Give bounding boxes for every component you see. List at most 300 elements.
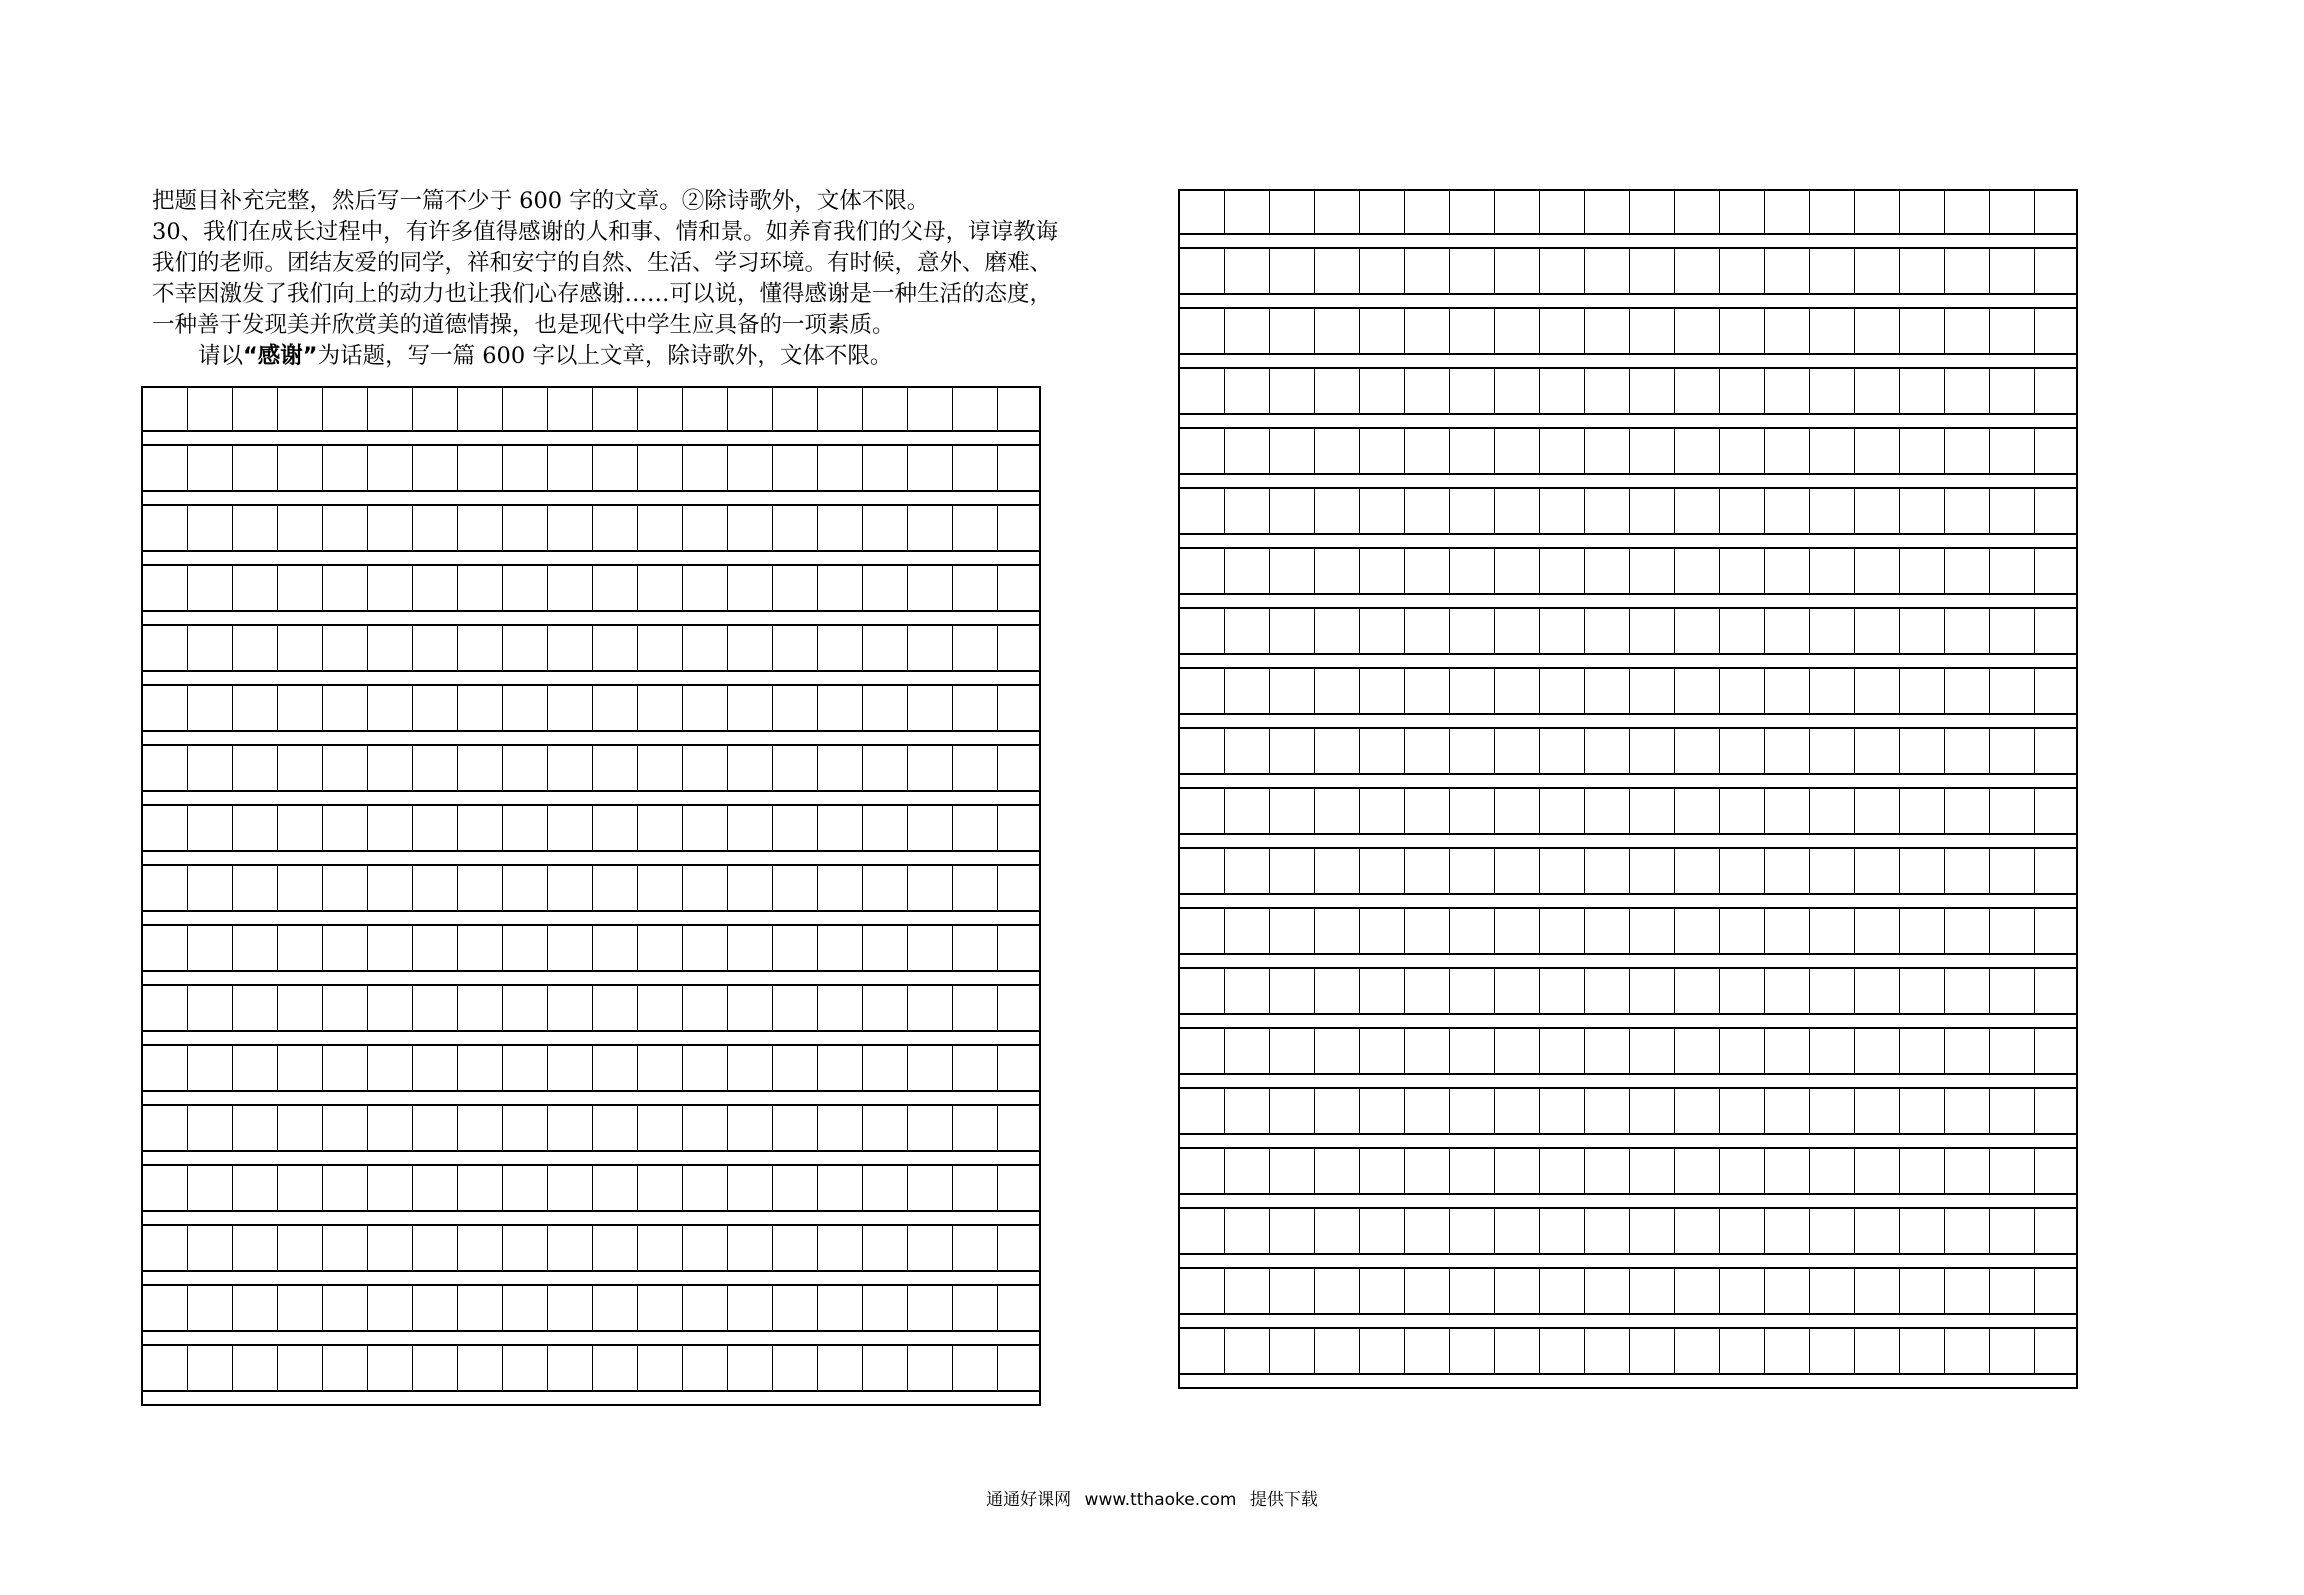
grid-cell[interactable] (323, 986, 368, 1030)
grid-cell[interactable] (1720, 609, 1765, 653)
grid-cell[interactable] (323, 746, 368, 790)
grid-cell[interactable] (1810, 1149, 1855, 1193)
grid-cell[interactable] (1630, 669, 1675, 713)
grid-cell[interactable] (1540, 1149, 1585, 1193)
grid-cell[interactable] (1270, 1089, 1315, 1133)
grid-cell[interactable] (323, 1226, 368, 1270)
grid-cell[interactable] (1405, 669, 1450, 713)
grid-cell[interactable] (1360, 191, 1405, 233)
grid-cell[interactable] (1990, 191, 2035, 233)
grid-cell[interactable] (1900, 1209, 1945, 1253)
grid-cell[interactable] (1990, 1269, 2035, 1313)
grid-cell[interactable] (1495, 1329, 1540, 1373)
grid-cell[interactable] (1675, 849, 1720, 893)
grid-cell[interactable] (863, 626, 908, 670)
grid-cell[interactable] (233, 506, 278, 550)
grid-cell[interactable] (998, 1166, 1043, 1210)
grid-cell[interactable] (1810, 1209, 1855, 1253)
grid-cell[interactable] (1450, 969, 1495, 1013)
grid-cell[interactable] (773, 1346, 818, 1390)
grid-cell[interactable] (908, 866, 953, 910)
grid-cell[interactable] (593, 1166, 638, 1210)
grid-cell[interactable] (413, 1166, 458, 1210)
grid-cell[interactable] (1990, 249, 2035, 293)
grid-cell[interactable] (188, 1046, 233, 1090)
grid-cell[interactable] (1585, 669, 1630, 713)
grid-cell[interactable] (953, 446, 998, 490)
grid-cell[interactable] (1720, 249, 1765, 293)
grid-cell[interactable] (1855, 1269, 1900, 1313)
grid-cell[interactable] (908, 1046, 953, 1090)
grid-cell[interactable] (1855, 1149, 1900, 1193)
grid-cell[interactable] (1990, 369, 2035, 413)
grid-cell[interactable] (908, 1346, 953, 1390)
grid-cell[interactable] (1225, 669, 1270, 713)
grid-cell[interactable] (1225, 1029, 1270, 1073)
grid-cell[interactable] (278, 926, 323, 970)
grid-cell[interactable] (368, 1106, 413, 1150)
grid-cell[interactable] (1495, 429, 1540, 473)
grid-cell[interactable] (998, 506, 1043, 550)
grid-cell[interactable] (2035, 309, 2080, 353)
grid-cell[interactable] (1450, 1329, 1495, 1373)
grid-cell[interactable] (413, 746, 458, 790)
grid-cell[interactable] (1495, 249, 1540, 293)
grid-cell[interactable] (233, 388, 278, 430)
grid-cell[interactable] (503, 1286, 548, 1330)
grid-cell[interactable] (998, 1046, 1043, 1090)
grid-cell[interactable] (773, 806, 818, 850)
grid-cell[interactable] (1765, 191, 1810, 233)
grid-cell[interactable] (188, 686, 233, 730)
grid-cell[interactable] (1450, 309, 1495, 353)
grid-cell[interactable] (1765, 309, 1810, 353)
grid-cell[interactable] (1765, 789, 1810, 833)
grid-cell[interactable] (1225, 729, 1270, 773)
grid-cell[interactable] (368, 1226, 413, 1270)
grid-cell[interactable] (863, 806, 908, 850)
grid-cell[interactable] (1540, 549, 1585, 593)
grid-cell[interactable] (638, 1166, 683, 1210)
grid-cell[interactable] (1405, 1209, 1450, 1253)
grid-cell[interactable] (1360, 1269, 1405, 1313)
grid-cell[interactable] (1855, 969, 1900, 1013)
grid-cell[interactable] (683, 626, 728, 670)
grid-cell[interactable] (1675, 609, 1720, 653)
grid-cell[interactable] (1495, 1029, 1540, 1073)
grid-cell[interactable] (638, 626, 683, 670)
grid-cell[interactable] (1990, 1149, 2035, 1193)
grid-cell[interactable] (233, 1286, 278, 1330)
grid-cell[interactable] (1945, 369, 1990, 413)
grid-cell[interactable] (1450, 549, 1495, 593)
grid-cell[interactable] (1675, 669, 1720, 713)
grid-cell[interactable] (143, 388, 188, 430)
grid-cell[interactable] (323, 806, 368, 850)
grid-cell[interactable] (458, 986, 503, 1030)
grid-cell[interactable] (323, 388, 368, 430)
grid-cell[interactable] (458, 1106, 503, 1150)
grid-cell[interactable] (2035, 729, 2080, 773)
grid-cell[interactable] (1630, 489, 1675, 533)
grid-cell[interactable] (998, 866, 1043, 910)
grid-cell[interactable] (1855, 729, 1900, 773)
grid-cell[interactable] (1765, 549, 1810, 593)
grid-cell[interactable] (1180, 369, 1225, 413)
grid-cell[interactable] (1540, 789, 1585, 833)
grid-cell[interactable] (1630, 1089, 1675, 1133)
grid-cell[interactable] (1945, 1089, 1990, 1133)
grid-cell[interactable] (683, 446, 728, 490)
grid-cell[interactable] (233, 866, 278, 910)
grid-cell[interactable] (458, 388, 503, 430)
grid-cell[interactable] (278, 986, 323, 1030)
grid-cell[interactable] (548, 926, 593, 970)
grid-cell[interactable] (1945, 1209, 1990, 1253)
grid-cell[interactable] (1945, 1029, 1990, 1073)
grid-cell[interactable] (1900, 729, 1945, 773)
grid-cell[interactable] (728, 566, 773, 610)
grid-cell[interactable] (1495, 729, 1540, 773)
grid-cell[interactable] (2035, 1149, 2080, 1193)
grid-cell[interactable] (683, 806, 728, 850)
grid-cell[interactable] (1360, 429, 1405, 473)
grid-cell[interactable] (1270, 909, 1315, 953)
grid-cell[interactable] (1630, 729, 1675, 773)
grid-cell[interactable] (1945, 789, 1990, 833)
grid-cell[interactable] (1225, 489, 1270, 533)
grid-cell[interactable] (1540, 609, 1585, 653)
grid-cell[interactable] (593, 806, 638, 850)
grid-cell[interactable] (593, 986, 638, 1030)
grid-cell[interactable] (1990, 309, 2035, 353)
grid-cell[interactable] (368, 686, 413, 730)
grid-cell[interactable] (323, 446, 368, 490)
grid-cell[interactable] (593, 388, 638, 430)
grid-cell[interactable] (1360, 1149, 1405, 1193)
grid-cell[interactable] (503, 926, 548, 970)
grid-cell[interactable] (278, 1106, 323, 1150)
grid-cell[interactable] (503, 626, 548, 670)
grid-cell[interactable] (1675, 1149, 1720, 1193)
grid-cell[interactable] (1540, 1269, 1585, 1313)
grid-cell[interactable] (188, 446, 233, 490)
grid-cell[interactable] (773, 566, 818, 610)
grid-cell[interactable] (458, 1226, 503, 1270)
grid-cell[interactable] (1855, 849, 1900, 893)
grid-cell[interactable] (368, 626, 413, 670)
grid-cell[interactable] (638, 1286, 683, 1330)
grid-cell[interactable] (1270, 1329, 1315, 1373)
grid-cell[interactable] (278, 1346, 323, 1390)
grid-cell[interactable] (728, 686, 773, 730)
grid-cell[interactable] (1810, 429, 1855, 473)
grid-cell[interactable] (503, 566, 548, 610)
grid-cell[interactable] (1675, 1269, 1720, 1313)
grid-cell[interactable] (1810, 909, 1855, 953)
grid-cell[interactable] (1810, 669, 1855, 713)
grid-cell[interactable] (998, 806, 1043, 850)
grid-cell[interactable] (1675, 309, 1720, 353)
grid-cell[interactable] (1855, 609, 1900, 653)
grid-cell[interactable] (1315, 729, 1360, 773)
grid-cell[interactable] (638, 506, 683, 550)
grid-cell[interactable] (1585, 1269, 1630, 1313)
grid-cell[interactable] (773, 1226, 818, 1270)
grid-cell[interactable] (1990, 1029, 2035, 1073)
grid-cell[interactable] (1630, 249, 1675, 293)
grid-cell[interactable] (1900, 969, 1945, 1013)
grid-cell[interactable] (1720, 429, 1765, 473)
grid-cell[interactable] (323, 1346, 368, 1390)
grid-cell[interactable] (1540, 191, 1585, 233)
grid-cell[interactable] (1675, 191, 1720, 233)
grid-cell[interactable] (1540, 1089, 1585, 1133)
grid-cell[interactable] (593, 626, 638, 670)
grid-cell[interactable] (1225, 369, 1270, 413)
grid-cell[interactable] (638, 1106, 683, 1150)
grid-cell[interactable] (1810, 1029, 1855, 1073)
grid-cell[interactable] (638, 388, 683, 430)
grid-cell[interactable] (638, 986, 683, 1030)
grid-cell[interactable] (1945, 489, 1990, 533)
grid-cell[interactable] (143, 926, 188, 970)
grid-cell[interactable] (818, 1226, 863, 1270)
grid-cell[interactable] (1855, 429, 1900, 473)
grid-cell[interactable] (1225, 549, 1270, 593)
grid-cell[interactable] (1585, 789, 1630, 833)
grid-cell[interactable] (1180, 789, 1225, 833)
grid-cell[interactable] (593, 746, 638, 790)
grid-cell[interactable] (1765, 1089, 1810, 1133)
grid-cell[interactable] (1900, 191, 1945, 233)
grid-cell[interactable] (1315, 969, 1360, 1013)
grid-cell[interactable] (548, 506, 593, 550)
grid-cell[interactable] (2035, 609, 2080, 653)
grid-cell[interactable] (1945, 609, 1990, 653)
grid-cell[interactable] (233, 1166, 278, 1210)
grid-cell[interactable] (1900, 489, 1945, 533)
grid-cell[interactable] (1180, 1149, 1225, 1193)
grid-cell[interactable] (1585, 191, 1630, 233)
grid-cell[interactable] (233, 566, 278, 610)
grid-cell[interactable] (278, 388, 323, 430)
grid-cell[interactable] (143, 1226, 188, 1270)
grid-cell[interactable] (1675, 1089, 1720, 1133)
grid-cell[interactable] (1630, 191, 1675, 233)
grid-cell[interactable] (1900, 1269, 1945, 1313)
grid-cell[interactable] (908, 686, 953, 730)
grid-cell[interactable] (1675, 1329, 1720, 1373)
grid-cell[interactable] (413, 446, 458, 490)
grid-cell[interactable] (1405, 249, 1450, 293)
grid-cell[interactable] (323, 1286, 368, 1330)
grid-cell[interactable] (188, 388, 233, 430)
grid-cell[interactable] (413, 1286, 458, 1330)
grid-cell[interactable] (1765, 609, 1810, 653)
grid-cell[interactable] (1450, 489, 1495, 533)
grid-cell[interactable] (1855, 249, 1900, 293)
grid-cell[interactable] (1630, 309, 1675, 353)
grid-cell[interactable] (1855, 1329, 1900, 1373)
grid-cell[interactable] (863, 566, 908, 610)
grid-cell[interactable] (1405, 369, 1450, 413)
grid-cell[interactable] (1945, 309, 1990, 353)
grid-cell[interactable] (503, 866, 548, 910)
grid-cell[interactable] (2035, 849, 2080, 893)
grid-cell[interactable] (728, 506, 773, 550)
grid-cell[interactable] (953, 986, 998, 1030)
grid-cell[interactable] (1855, 309, 1900, 353)
grid-cell[interactable] (1540, 729, 1585, 773)
grid-cell[interactable] (1405, 789, 1450, 833)
grid-cell[interactable] (188, 506, 233, 550)
grid-cell[interactable] (1180, 1089, 1225, 1133)
grid-cell[interactable] (953, 1286, 998, 1330)
grid-cell[interactable] (458, 566, 503, 610)
grid-cell[interactable] (2035, 1209, 2080, 1253)
grid-cell[interactable] (1990, 429, 2035, 473)
grid-cell[interactable] (998, 1106, 1043, 1150)
grid-cell[interactable] (683, 1166, 728, 1210)
grid-cell[interactable] (908, 1226, 953, 1270)
grid-cell[interactable] (773, 446, 818, 490)
grid-cell[interactable] (638, 746, 683, 790)
grid-cell[interactable] (1540, 1329, 1585, 1373)
grid-cell[interactable] (1765, 969, 1810, 1013)
grid-cell[interactable] (1270, 849, 1315, 893)
grid-cell[interactable] (818, 1346, 863, 1390)
grid-cell[interactable] (548, 1286, 593, 1330)
grid-cell[interactable] (773, 986, 818, 1030)
grid-cell[interactable] (1945, 1149, 1990, 1193)
grid-cell[interactable] (458, 806, 503, 850)
grid-cell[interactable] (143, 1346, 188, 1390)
grid-cell[interactable] (458, 926, 503, 970)
grid-cell[interactable] (458, 1286, 503, 1330)
grid-cell[interactable] (1585, 549, 1630, 593)
grid-cell[interactable] (1405, 309, 1450, 353)
grid-cell[interactable] (2035, 369, 2080, 413)
grid-cell[interactable] (593, 686, 638, 730)
grid-cell[interactable] (503, 1226, 548, 1270)
grid-cell[interactable] (548, 1226, 593, 1270)
grid-cell[interactable] (1810, 609, 1855, 653)
grid-cell[interactable] (1360, 1329, 1405, 1373)
grid-cell[interactable] (1675, 1209, 1720, 1253)
grid-cell[interactable] (638, 866, 683, 910)
grid-cell[interactable] (548, 1106, 593, 1150)
grid-cell[interactable] (953, 1346, 998, 1390)
grid-cell[interactable] (1270, 249, 1315, 293)
grid-cell[interactable] (773, 746, 818, 790)
grid-cell[interactable] (503, 1106, 548, 1150)
grid-cell[interactable] (1990, 549, 2035, 593)
grid-cell[interactable] (1540, 1209, 1585, 1253)
grid-cell[interactable] (1765, 669, 1810, 713)
grid-cell[interactable] (1810, 249, 1855, 293)
grid-cell[interactable] (1405, 1089, 1450, 1133)
grid-cell[interactable] (818, 446, 863, 490)
grid-cell[interactable] (1630, 789, 1675, 833)
grid-cell[interactable] (503, 1346, 548, 1390)
grid-cell[interactable] (1720, 849, 1765, 893)
grid-cell[interactable] (1450, 1209, 1495, 1253)
grid-cell[interactable] (818, 1106, 863, 1150)
grid-cell[interactable] (1540, 309, 1585, 353)
grid-cell[interactable] (593, 446, 638, 490)
grid-cell[interactable] (548, 746, 593, 790)
grid-cell[interactable] (1585, 489, 1630, 533)
grid-cell[interactable] (1945, 549, 1990, 593)
grid-cell[interactable] (1720, 1269, 1765, 1313)
grid-cell[interactable] (1900, 669, 1945, 713)
grid-cell[interactable] (1270, 369, 1315, 413)
grid-cell[interactable] (233, 806, 278, 850)
grid-cell[interactable] (1585, 1209, 1630, 1253)
grid-cell[interactable] (1630, 429, 1675, 473)
grid-cell[interactable] (1315, 1149, 1360, 1193)
grid-cell[interactable] (1990, 1329, 2035, 1373)
grid-cell[interactable] (998, 1226, 1043, 1270)
grid-cell[interactable] (1630, 609, 1675, 653)
grid-cell[interactable] (1405, 1149, 1450, 1193)
grid-cell[interactable] (1315, 1269, 1360, 1313)
grid-cell[interactable] (1855, 789, 1900, 833)
grid-cell[interactable] (188, 746, 233, 790)
grid-cell[interactable] (1180, 969, 1225, 1013)
grid-cell[interactable] (278, 1046, 323, 1090)
grid-cell[interactable] (953, 1106, 998, 1150)
grid-cell[interactable] (1630, 1329, 1675, 1373)
grid-cell[interactable] (818, 506, 863, 550)
grid-cell[interactable] (1360, 789, 1405, 833)
grid-cell[interactable] (1765, 849, 1810, 893)
grid-cell[interactable] (1495, 609, 1540, 653)
grid-cell[interactable] (863, 1106, 908, 1150)
grid-cell[interactable] (1450, 369, 1495, 413)
grid-cell[interactable] (1990, 1089, 2035, 1133)
grid-cell[interactable] (1450, 191, 1495, 233)
grid-cell[interactable] (1450, 1269, 1495, 1313)
grid-cell[interactable] (413, 686, 458, 730)
grid-cell[interactable] (593, 926, 638, 970)
grid-cell[interactable] (278, 866, 323, 910)
grid-cell[interactable] (1810, 191, 1855, 233)
grid-cell[interactable] (1225, 909, 1270, 953)
grid-cell[interactable] (1405, 549, 1450, 593)
grid-cell[interactable] (1540, 489, 1585, 533)
grid-cell[interactable] (1675, 369, 1720, 413)
grid-cell[interactable] (413, 626, 458, 670)
grid-cell[interactable] (1585, 1149, 1630, 1193)
grid-cell[interactable] (1225, 1089, 1270, 1133)
grid-cell[interactable] (1900, 549, 1945, 593)
grid-cell[interactable] (1360, 1029, 1405, 1073)
grid-cell[interactable] (278, 746, 323, 790)
grid-cell[interactable] (1990, 1209, 2035, 1253)
grid-cell[interactable] (1720, 909, 1765, 953)
grid-cell[interactable] (458, 1346, 503, 1390)
grid-cell[interactable] (1630, 909, 1675, 953)
grid-cell[interactable] (323, 686, 368, 730)
grid-cell[interactable] (1945, 969, 1990, 1013)
grid-cell[interactable] (1855, 909, 1900, 953)
grid-cell[interactable] (1315, 1329, 1360, 1373)
grid-cell[interactable] (1540, 909, 1585, 953)
grid-cell[interactable] (323, 866, 368, 910)
grid-cell[interactable] (413, 1226, 458, 1270)
